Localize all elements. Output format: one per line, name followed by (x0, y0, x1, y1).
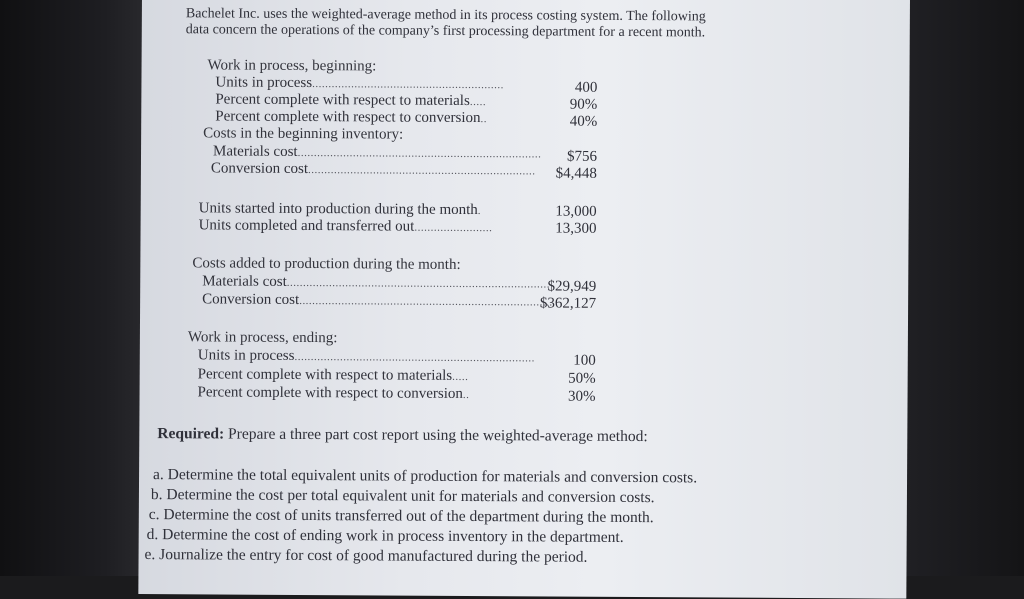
document-page (138, 0, 910, 599)
wip-ending-units-value: 100 (573, 352, 596, 369)
wip-ending-materials-pct-value: 50% (568, 370, 596, 387)
required-item-e: e. Journalize the entry for cost of good manufactured during the period. (144, 546, 588, 566)
required-item-b: b. Determine the cost per total equivalent unit for materials and conversion costs. (150, 486, 655, 507)
required-line (157, 425, 647, 446)
costs-added-materials-value: $29,949 (547, 278, 597, 295)
leader-dots: ........................................................... (312, 78, 504, 92)
wip-ending-conversion-pct-value: 30% (567, 388, 596, 405)
leader-dots: ........................................................................... (297, 146, 542, 161)
beginning-conversion-cost-value: $4,448 (555, 165, 597, 182)
wip-ending-conversion-pct-label: Percent complete with respect to conversion (197, 384, 463, 402)
leader-dots: ........................ (414, 221, 493, 235)
wip-beginning-materials-pct-value: 90% (569, 96, 598, 113)
leader-dots: .. (480, 113, 488, 126)
beginning-conversion-cost-row (210, 159, 536, 180)
units-started-label: Units started into production during the month (198, 200, 478, 219)
leader-dots: ..... (452, 370, 469, 384)
background-right (904, 0, 1024, 576)
beginning-costs-title: Costs in the beginning inventory: (203, 125, 404, 143)
required-item-c: c. Determine the cost of units transferred out of the department during the month. (148, 506, 654, 527)
leader-dots: ................................................................................. (286, 276, 551, 291)
wip-ending-units-label: Units in process (197, 347, 295, 364)
intro-line-1: Bachelet Inc. uses the weighted-average method in its process costing system. The following (185, 6, 706, 25)
required-heading: Required: (157, 425, 225, 443)
costs-added-conversion-label: Conversion cost (202, 291, 300, 308)
wip-beginning-conversion-pct-value: 40% (569, 113, 598, 130)
units-completed-value: 13,300 (555, 220, 597, 237)
wip-ending-materials-pct-label: Percent complete with respect to materials (197, 366, 453, 384)
background-left (0, 0, 150, 576)
leader-dots: . (477, 205, 482, 218)
units-completed-row (199, 216, 521, 237)
required-text: Prepare a three part cost report using the weighted-average method: (228, 425, 648, 446)
required-item-a: a. Determine the total equivalent units of production for materials and conversion costs. (153, 466, 698, 487)
wip-beginning-title: Work in process, beginning: (207, 57, 377, 75)
costs-added-materials-label: Materials cost (202, 273, 287, 290)
leader-dots: ..... (469, 96, 487, 109)
leader-dots: .......................................................................... (294, 350, 535, 365)
wip-beginning-units-value: 400 (574, 79, 598, 96)
wip-beginning-units-label: Units in process (215, 74, 313, 92)
wip-ending-conversion-pct-row (198, 383, 520, 404)
wip-ending-title: Work in process, ending: (187, 329, 338, 347)
units-started-value: 13,000 (555, 203, 597, 220)
wip-ending-units-row (197, 346, 535, 367)
beginning-conversion-cost-label: Conversion cost (210, 160, 309, 178)
wip-beginning-conversion-pct-label: Percent complete with respect to conversion (215, 108, 481, 127)
beginning-materials-cost-value: $756 (566, 148, 598, 165)
leader-dots: .............................................................................. (299, 294, 553, 309)
leader-dots: ...................................................................... (307, 164, 536, 178)
leader-dots: .. (462, 388, 470, 402)
costs-added-conversion-value: $362,127 (539, 295, 597, 312)
beginning-materials-cost-label: Materials cost (212, 143, 298, 160)
wip-beginning-materials-pct-label: Percent complete with respect to materials (215, 91, 470, 110)
required-item-d: d. Determine the cost of ending work in process inventory in the department. (146, 526, 624, 546)
costs-added-title: Costs added to production during the month: (192, 255, 461, 273)
intro-line-2: data concern the operations of the company’s first processing department for a recent month. (185, 22, 706, 41)
costs-added-conversion-row (202, 290, 553, 311)
units-completed-label: Units completed and transferred out (198, 217, 415, 235)
